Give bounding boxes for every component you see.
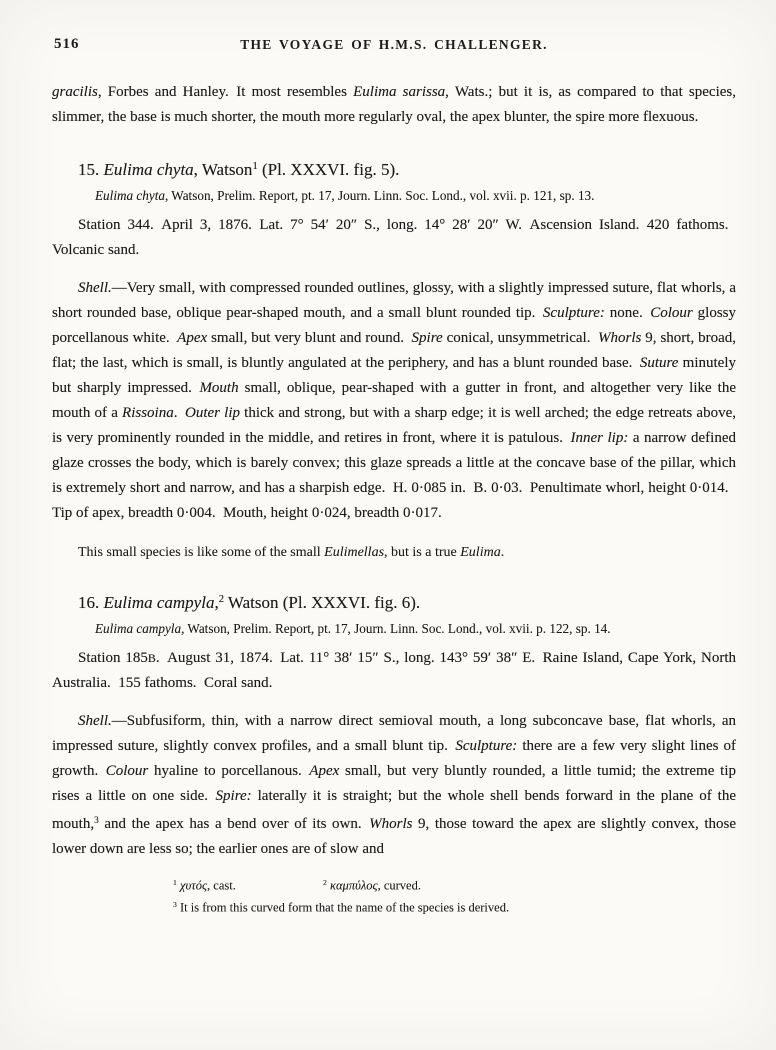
species-section-15 [52,160,736,563]
footnote-line-2 [52,895,736,917]
species-section-16 [52,593,736,862]
description-paragraph-15: Shell.—Very small, with compressed rounded outlines, glossy, with a slightly impressed suture, flat whorls, a short rounded base, oblique pear-shaped mouth, and a small blunt rounded tip. Sculpture: none. Colour glossy porcellanous white. Apex small, but very blunt and round. Spire conical, unsymmetrical. Whorls 9, short, broad, flat; the last, which is small, is bluntly angulated at the periphery, and has a blunt rounded base. Suture minutely but sharply impressed. Mouth small, oblique, pear-shaped with a gutter in front, and altogether very like the mouth of a Rissoina. Outer lip thick and strong, but with a sharp edge; it is well arched; the edge retreats above, is very prominently rounded in the middle, and retires in front, where it is patulous. Inner lip: a narrow defined glaze crosses the body, which is barely convex; this glaze spreads a little at the concave base of the pillar, which is extremely short and narrow, and has a sharpish edge. H. 0·085 in. B. 0·03. Penultimate whorl, height 0·014. Tip of apex, breadth 0·004. Mouth, height 0·024, breadth 0·017. [52,280,737,521]
footnote-1: $^1$ χυτός, cast. [173,878,236,893]
footnote-line-1 [52,873,736,895]
page-number: 516 [54,36,80,52]
station-paragraph-16: Station 185B. August 31, 1874. Lat. 11° 38′ 15″ S., long. 143° 59′ 38″ E. Raine Island, Cape York, North Australia. 155 fathoms. Coral sand. [52,650,736,691]
page-header [52,36,736,56]
page-content [52,36,736,918]
footnote-3: $^3$ It is from this curved form that the name of the species is derived. [173,900,510,915]
species-heading-16: 16. Eulima campyla,$^2$ Watson (Pl. XXXVI. fig. 6). [78,593,421,612]
species-citation-16: Eulima campyla, Watson, Prelim. Report, pt. 17, Journ. Linn. Soc. Lond., vol. xvii. p. 122, sp. 14. [95,621,611,636]
description-paragraph-16: Shell.—Subfusiform, thin, with a narrow direct semioval mouth, a long subconcave base, flat whorls, an impressed suture, slightly convex profiles, and a small blunt tip. Sculpture: there are a few very slight lines of growth. Colour hyaline to porcellanous. Apex small, but very bluntly rounded, a little tumid; the extreme tip rises a little on one side. Spire: laterally it is straight; but the whole shell bends forward in the plane of the mouth,$^3$ and the apex has a bend over of its own. Whorls 9, those toward the apex are slightly convex, those lower down are less so; the earlier ones are of slow and [52,713,737,858]
station-paragraph-15: Station 344. April 3, 1876. Lat. 7° 54′ 20″ S., long. 14° 28′ 20″ W. Ascension Island. 420 fathoms. Volcanic sand. [52,217,736,258]
species-citation-15: Eulima chyta, Watson, Prelim. Report, pt. 17, Journ. Linn. Soc. Lond., vol. xvii. p. 121, sp. 13. [95,188,595,203]
intro-paragraph: gracilis, Forbes and Hanley. It most resembles Eulima sarissa, Wats.; but it is, as compared to that species, slimmer, the base is much shorter, the mouth more regularly oval, the apex blunter, the spire more flexuous. [52,84,736,125]
footnote-2: $^2$ καμπύλος, curved. [322,878,421,893]
running-title: THE VOYAGE OF H.M.S. CHALLENGER. [240,37,548,52]
note-paragraph-15: This small species is like some of the small Eulimellas, but is a true Eulima. [78,545,505,560]
species-heading-15: 15. Eulima chyta, Watson$^1$ (Pl. XXXVI. fig. 5). [78,160,400,179]
footnotes [52,873,736,918]
